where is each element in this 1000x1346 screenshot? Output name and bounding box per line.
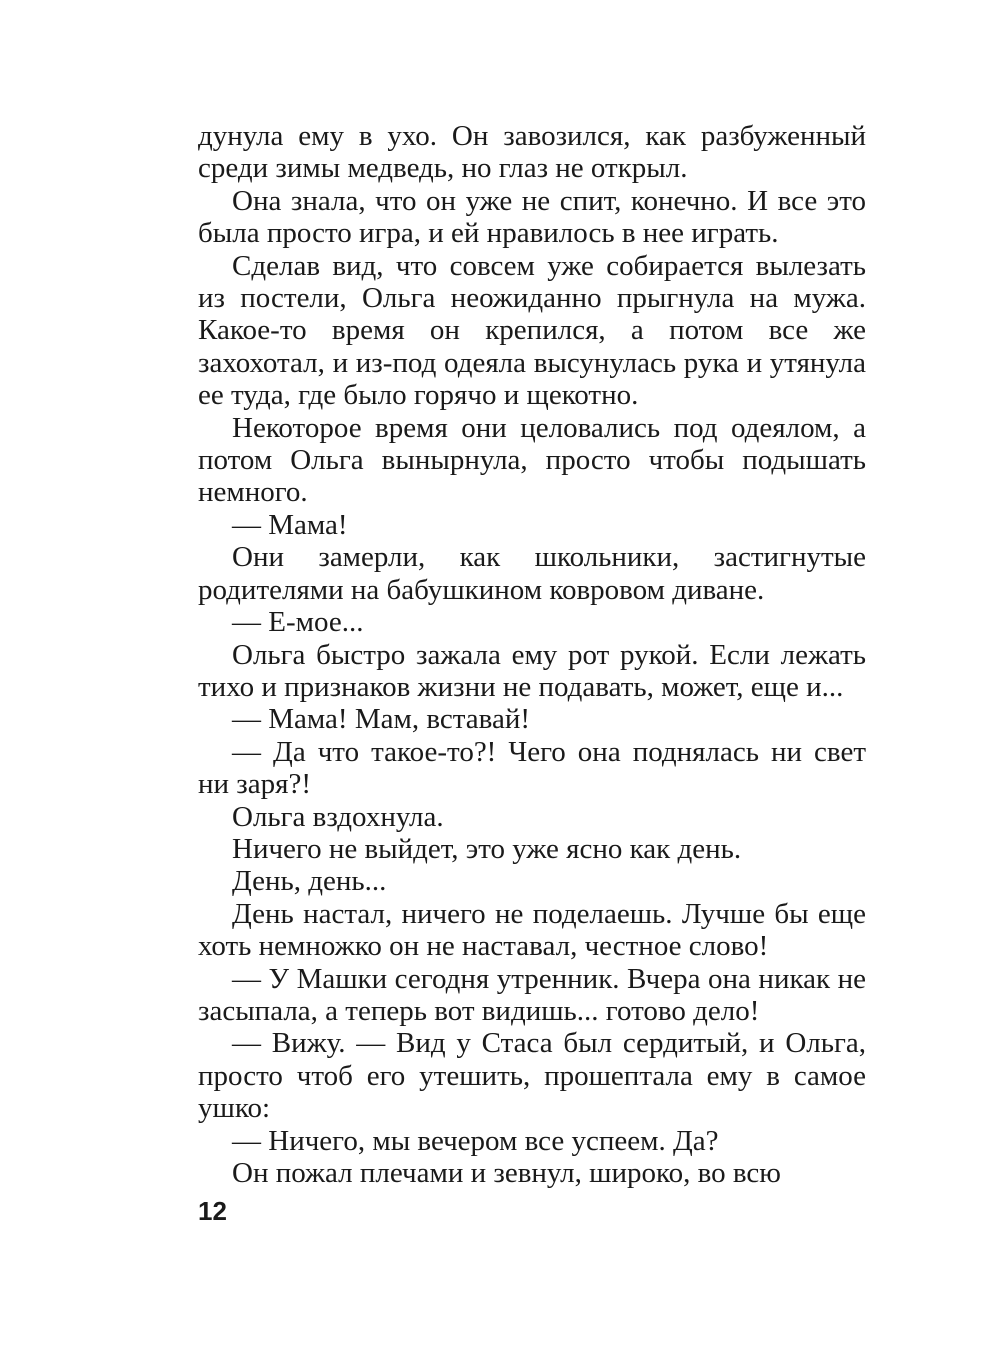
- paragraph: Ольга вздохнула.: [232, 800, 444, 833]
- paragraph: Ничего не выйдет, это уже ясно как день.: [232, 832, 742, 865]
- dialogue-line: — Мама! Мам, вставай!: [232, 703, 531, 736]
- dialogue-line: — Да что такое-то?! Чего она поднялась ни свет ни заря?!: [198, 735, 866, 801]
- paragraph: Они замерли, как школьники, застигнутые родителями на бабушкином ковровом диване.: [198, 541, 866, 606]
- paragraph: Она знала, что он уже не спит, конечно. И все это была просто игра, и ей нравилось в нее играть.: [198, 184, 866, 250]
- dialogue-line: — У Машки сегодня утренник. Вчера она никак не засыпала, а теперь вот видишь... готово дело!: [198, 962, 866, 1027]
- dialogue-line: — Е-мое...: [232, 606, 364, 639]
- paragraph: Сделав вид, что совсем уже собирается вылезать из постели, Ольга неожиданно прыгнула на мужа. Какое-то время он крепился, а потом все же захохотал, и из-под одеяла высунулась рука и утянула ее туда, где было горячо и щекотно.: [198, 249, 866, 412]
- body-text: [198, 120, 866, 1189]
- paragraph: Некоторое время они целовались под одеялом, а потом Ольга вынырнула, просто чтобы подышать немного.: [198, 411, 866, 509]
- paragraph: Ольга быстро зажала ему рот рукой. Если лежать тихо и признаков жизни не подавать, может, еще и...: [198, 638, 866, 703]
- paragraph: Он пожал плечами и зевнул, широко, во всю: [232, 1157, 781, 1189]
- dialogue-line: — Вижу. — Вид у Стаса был сердитый, и Ольга, просто чтоб его утешить, прошептала ему в самое ушко:: [198, 1027, 866, 1125]
- dialogue-line: — Мама!: [232, 508, 348, 541]
- paragraph: День настал, ничего не поделаешь. Лучше бы еще хоть немножко он не наставал, честное слово!: [198, 897, 866, 963]
- paragraph: День, день...: [232, 865, 387, 898]
- dialogue-line: — Ничего, мы вечером все успеем. Да?: [232, 1124, 719, 1157]
- paragraph-continuation: дунула ему в ухо. Он завозился, как разбуженный среди зимы медведь, но глаз не открыл.: [198, 120, 866, 185]
- page-number: 12: [198, 1196, 227, 1226]
